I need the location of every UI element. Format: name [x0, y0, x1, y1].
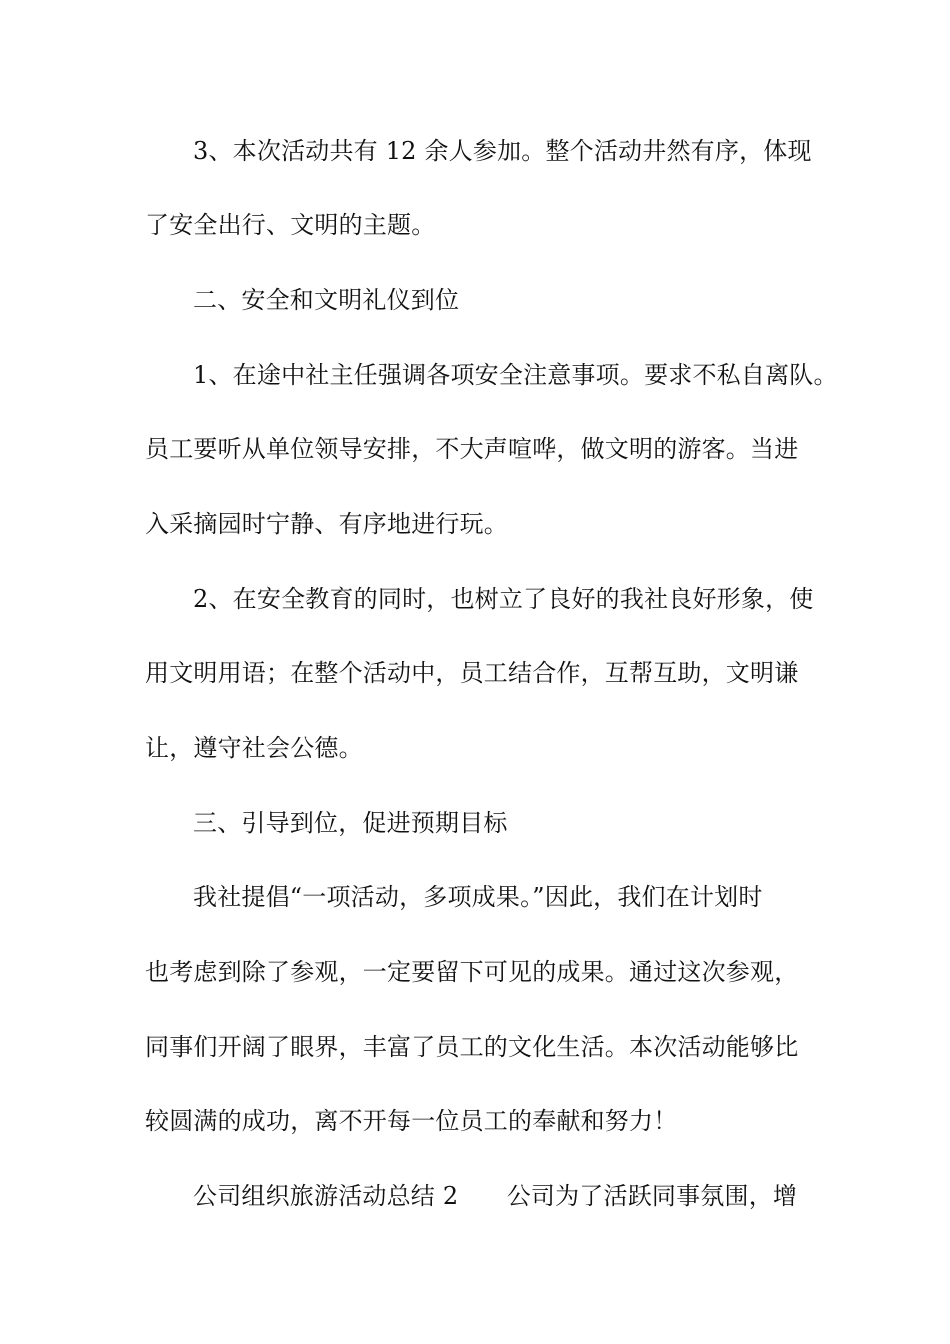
paragraph-line: 同事们开阔了眼界，丰富了员工的文化生活。本次活动能够比 [145, 1033, 799, 1061]
paragraph-line: 3、本次活动共有 12 余人参加。整个活动井然有序，体现 [193, 137, 812, 165]
paragraph-line: 我社提倡“一项活动，多项成果。”因此，我们在计划时 [193, 883, 763, 911]
paragraph-line: 员工要听从单位领导安排，不大声喧哗，做文明的游客。当进 [145, 435, 799, 463]
section-heading: 二、安全和文明礼仪到位 [193, 286, 460, 314]
paragraph-line: 让，遵守社会公德。 [145, 734, 363, 762]
paragraph-line: 公司组织旅游活动总结 2 公司为了活跃同事氛围，增 [193, 1182, 798, 1210]
paragraph-line: 1、在途中社主任强调各项安全注意事项。要求不私自离队。 [193, 361, 838, 389]
paragraph-line: 2、在安全教育的同时，也树立了良好的我社良好形象，使 [193, 585, 814, 613]
paragraph-line: 了安全出行、文明的主题。 [145, 211, 436, 239]
section-heading: 三、引导到位，促进预期目标 [193, 809, 508, 837]
paragraph-line: 也考虑到除了参观，一定要留下可见的成果。通过这次参观， [145, 958, 799, 986]
paragraph-line: 较圆满的成功，离不开每一位员工的奉献和努力！ [145, 1107, 678, 1135]
paragraph-line: 用文明用语；在整个活动中，员工结合作，互帮互助，文明谦 [145, 659, 799, 687]
paragraph-line: 入采摘园时宁静、有序地进行玩。 [145, 510, 508, 538]
